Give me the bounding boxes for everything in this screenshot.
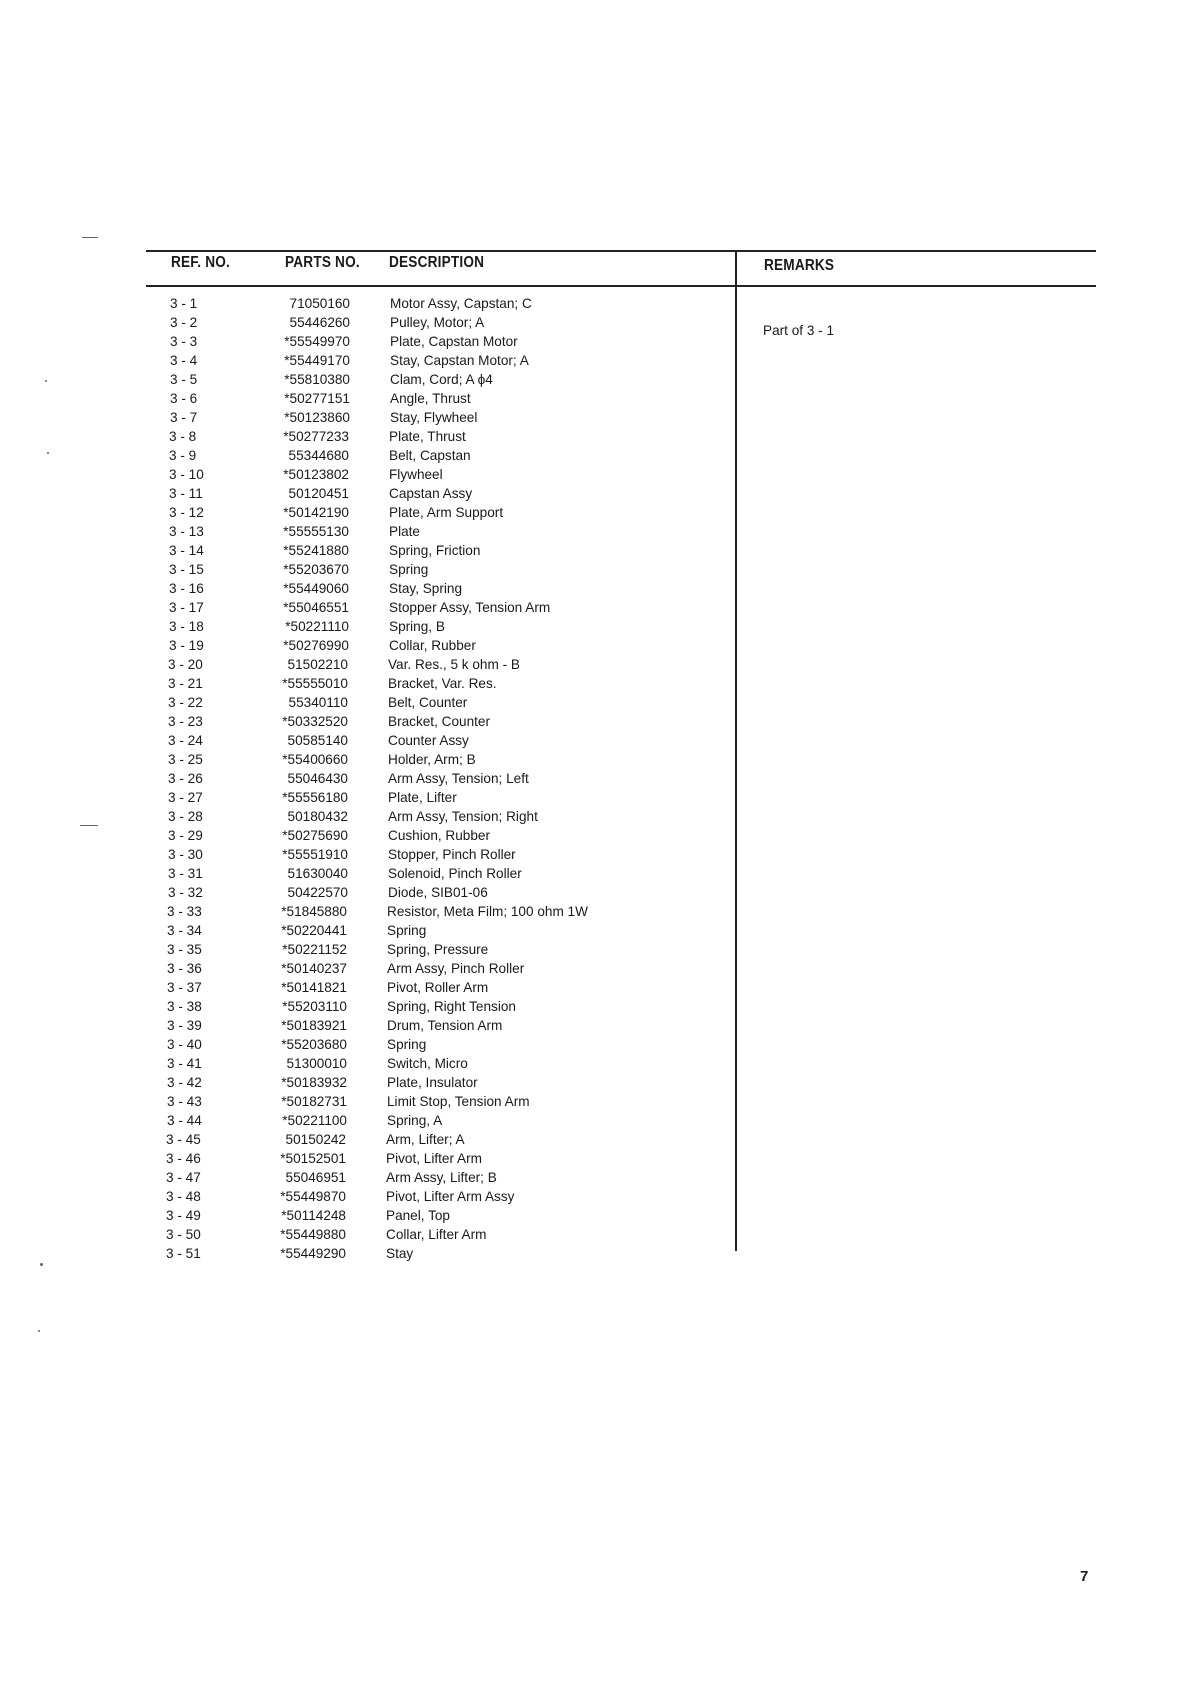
- description-cell: Plate, Insulator: [387, 1075, 478, 1090]
- ref-no-cell: 3 - 2: [170, 315, 198, 330]
- ref-no-cell: 3 - 34: [167, 923, 202, 938]
- table-row: [167, 1035, 687, 1054]
- page-number: 7: [1080, 1568, 1089, 1585]
- ref-no-cell: 3 - 24: [168, 733, 203, 748]
- scan-speck: [45, 380, 47, 382]
- description-cell: Var. Res., 5 k ohm - B: [388, 657, 520, 672]
- description-cell: Plate, Thrust: [389, 429, 466, 444]
- description-cell: Spring: [387, 923, 427, 938]
- parts-no-cell: *55400660: [282, 752, 348, 767]
- table-row: [168, 826, 688, 845]
- ref-no-cell: 3 - 12: [169, 505, 204, 520]
- table-row: [167, 1016, 687, 1035]
- parts-no-cell: *50123802: [283, 467, 349, 482]
- description-cell: Spring, Friction: [389, 543, 481, 558]
- parts-no-cell: *50220441: [281, 923, 347, 938]
- parts-no-cell: *55449290: [280, 1246, 346, 1261]
- ref-no-cell: 3 - 47: [166, 1170, 201, 1185]
- table-row: [167, 1073, 687, 1092]
- parts-no-cell: *55203670: [283, 562, 349, 577]
- description-cell: Solenoid, Pinch Roller: [388, 866, 522, 881]
- description-cell: Flywheel: [389, 467, 443, 482]
- description-cell: Plate, Capstan Motor: [390, 334, 518, 349]
- ref-no-cell: 3 - 51: [166, 1246, 201, 1261]
- parts-no-cell: *50152501: [280, 1151, 346, 1166]
- description-cell: Plate, Lifter: [388, 790, 457, 805]
- header-parts-no: PARTS NO.: [285, 254, 360, 271]
- parts-no-cell: *55449170: [284, 353, 350, 368]
- description-cell: Angle, Thrust: [390, 391, 471, 406]
- ref-no-cell: 3 - 45: [166, 1132, 201, 1147]
- ref-no-cell: 3 - 19: [169, 638, 204, 653]
- table-row: [166, 1130, 686, 1149]
- description-cell: Bracket, Counter: [388, 714, 490, 729]
- description-cell: Arm Assy, Tension; Left: [388, 771, 529, 786]
- description-cell: Pulley, Motor; A: [390, 315, 485, 330]
- description-cell: Pivot, Lifter Arm Assy: [386, 1189, 515, 1204]
- header-description: DESCRIPTION: [389, 254, 485, 271]
- table-row: [167, 1092, 687, 1111]
- parts-no-cell: *50275690: [282, 828, 348, 843]
- table-row: [169, 541, 689, 560]
- description-cell: Arm Assy, Lifter; B: [386, 1170, 497, 1185]
- ref-no-cell: 3 - 26: [168, 771, 203, 786]
- table-row: [169, 427, 689, 446]
- table-row: [170, 351, 690, 370]
- ref-no-cell: 3 - 6: [170, 391, 198, 406]
- table-row: [169, 503, 689, 522]
- table-row: [170, 408, 690, 427]
- description-cell: Spring: [389, 562, 429, 577]
- header-remarks: REMARKS: [764, 257, 835, 274]
- parts-no-cell: *50332520: [282, 714, 348, 729]
- parts-no-cell: *50221100: [282, 1113, 347, 1128]
- parts-no-cell: *55551910: [282, 847, 348, 862]
- parts-no-cell: *55549970: [284, 334, 350, 349]
- ref-no-cell: 3 - 13: [169, 524, 204, 539]
- table-row: [167, 997, 687, 1016]
- table-row: [168, 788, 688, 807]
- parts-no-cell: 50422570: [287, 885, 348, 900]
- table-row: [166, 1206, 686, 1225]
- parts-no-cell: 51300010: [286, 1056, 347, 1071]
- table-row: [170, 294, 690, 313]
- ref-no-cell: 3 - 44: [167, 1113, 202, 1128]
- description-cell: Arm, Lifter; A: [386, 1132, 465, 1147]
- ref-no-cell: 3 - 10: [169, 467, 204, 482]
- parts-no-cell: *50221152: [282, 942, 347, 957]
- table-row: [169, 446, 689, 465]
- ref-no-cell: 3 - 36: [167, 961, 202, 976]
- table-row: [166, 1187, 686, 1206]
- table-row: [169, 617, 689, 636]
- parts-no-cell: *51845880: [281, 904, 347, 919]
- ref-no-cell: 3 - 46: [166, 1151, 201, 1166]
- table-row: [169, 636, 689, 655]
- description-cell: Stopper, Pinch Roller: [388, 847, 516, 862]
- parts-no-cell: 51502210: [287, 657, 348, 672]
- description-cell: Arm Assy, Tension; Right: [388, 809, 538, 824]
- description-cell: Bracket, Var. Res.: [388, 676, 497, 691]
- parts-no-cell: *55555010: [282, 676, 348, 691]
- ref-no-cell: 3 - 32: [168, 885, 203, 900]
- description-cell: Spring: [387, 1037, 427, 1052]
- parts-no-cell: *50141821: [281, 980, 347, 995]
- description-cell: Plate, Arm Support: [389, 505, 504, 520]
- table-row: [168, 674, 688, 693]
- description-cell: Cushion, Rubber: [388, 828, 491, 843]
- scan-speck: [82, 237, 98, 238]
- ref-no-cell: 3 - 21: [168, 676, 203, 691]
- parts-no-cell: 50120451: [288, 486, 349, 501]
- table-row: [168, 845, 688, 864]
- table-row: [166, 1168, 686, 1187]
- table-row: [168, 864, 688, 883]
- ref-no-cell: 3 - 11: [169, 486, 203, 501]
- parts-no-cell: 55340110: [288, 695, 348, 710]
- parts-no-cell: 51630040: [287, 866, 348, 881]
- description-cell: Plate: [389, 524, 420, 539]
- table-row: [167, 921, 687, 940]
- table-row: [167, 1054, 687, 1073]
- table-row: [168, 731, 688, 750]
- ref-no-cell: 3 - 20: [168, 657, 203, 672]
- scan-speck: [47, 452, 49, 454]
- parts-no-cell: *55203110: [282, 999, 347, 1014]
- description-cell: Stay, Spring: [389, 581, 463, 596]
- ref-no-cell: 3 - 43: [167, 1094, 202, 1109]
- scan-speck: [80, 825, 98, 826]
- parts-no-cell: 55046430: [287, 771, 348, 786]
- description-cell: Spring, B: [389, 619, 445, 634]
- remark-text: Part of 3 - 1: [763, 323, 835, 338]
- parts-no-cell: 50150242: [285, 1132, 346, 1147]
- parts-no-cell: *55555130: [283, 524, 349, 539]
- parts-no-cell: *50277151: [284, 391, 350, 406]
- table-row: [167, 940, 687, 959]
- description-cell: Motor Assy, Capstan; C: [390, 296, 532, 311]
- ref-no-cell: 3 - 42: [167, 1075, 202, 1090]
- table-row: [169, 560, 689, 579]
- ref-no-cell: 3 - 23: [168, 714, 203, 729]
- description-cell: Switch, Micro: [387, 1056, 468, 1071]
- table-row: [168, 883, 688, 902]
- parts-no-cell: *50114248: [281, 1208, 346, 1223]
- description-cell: Spring, Pressure: [387, 942, 489, 957]
- table-row: [169, 484, 689, 503]
- ref-no-cell: 3 - 9: [169, 448, 197, 463]
- parts-no-cell: *50277233: [283, 429, 349, 444]
- parts-no-cell: *50276990: [283, 638, 349, 653]
- ref-no-cell: 3 - 48: [166, 1189, 201, 1204]
- description-cell: Panel, Top: [386, 1208, 450, 1223]
- description-cell: Holder, Arm; B: [388, 752, 476, 767]
- table-row: [169, 465, 689, 484]
- ref-no-cell: 3 - 15: [169, 562, 204, 577]
- table-row: [170, 370, 690, 389]
- table-row: [168, 655, 688, 674]
- ref-no-cell: 3 - 33: [167, 904, 202, 919]
- description-cell: Collar, Rubber: [389, 638, 476, 653]
- parts-no-cell: *50183932: [281, 1075, 347, 1090]
- table-row: [166, 1149, 686, 1168]
- table-row: [166, 1225, 686, 1244]
- description-cell: Spring, A: [387, 1113, 443, 1128]
- table-row: [168, 712, 688, 731]
- ref-no-cell: 3 - 17: [169, 600, 204, 615]
- ref-no-cell: 3 - 31: [168, 866, 203, 881]
- ref-no-cell: 3 - 27: [168, 790, 203, 805]
- description-cell: Collar, Lifter Arm: [386, 1227, 487, 1242]
- ref-no-cell: 3 - 7: [170, 410, 198, 425]
- parts-no-cell: *55556180: [282, 790, 348, 805]
- ref-no-cell: 3 - 38: [167, 999, 202, 1014]
- header-ref-no: REF. NO.: [171, 254, 231, 271]
- table-row: [168, 693, 688, 712]
- ref-no-cell: 3 - 49: [166, 1208, 201, 1223]
- parts-no-cell: *55203680: [281, 1037, 347, 1052]
- table-row: [168, 769, 688, 788]
- parts-no-cell: 50585140: [287, 733, 348, 748]
- description-cell: Belt, Counter: [388, 695, 468, 710]
- ref-no-cell: 3 - 5: [170, 372, 198, 387]
- ref-no-cell: 3 - 1: [170, 296, 198, 311]
- table-row: [167, 1111, 687, 1130]
- description-cell: Belt, Capstan: [389, 448, 471, 463]
- description-cell: Capstan Assy: [389, 486, 473, 501]
- description-cell: Pivot, Lifter Arm: [386, 1151, 482, 1166]
- description-cell: Limit Stop, Tension Arm: [387, 1094, 530, 1109]
- table-row: [170, 389, 690, 408]
- description-cell: Stay: [386, 1246, 414, 1261]
- parts-no-cell: 50180432: [287, 809, 348, 824]
- ref-no-cell: 3 - 37: [167, 980, 202, 995]
- description-cell: Diode, SIB01-06: [388, 885, 488, 900]
- ref-no-cell: 3 - 28: [168, 809, 203, 824]
- scan-speck: [40, 1263, 43, 1266]
- ref-no-cell: 3 - 16: [169, 581, 204, 596]
- parts-no-cell: 71050160: [289, 296, 350, 311]
- scan-speck: [38, 1330, 40, 1332]
- table-row: [168, 807, 688, 826]
- description-cell: Counter Assy: [388, 733, 469, 748]
- description-cell: Clam, Cord; A ϕ4: [390, 372, 493, 387]
- parts-no-cell: 55046951: [285, 1170, 346, 1185]
- description-cell: Resistor, Meta Film; 100 ohm 1W: [387, 904, 588, 919]
- parts-no-cell: *55810380: [284, 372, 350, 387]
- parts-no-cell: *50182731: [281, 1094, 347, 1109]
- description-cell: Stay, Capstan Motor; A: [390, 353, 529, 368]
- table-row: [169, 522, 689, 541]
- parts-no-cell: *55046551: [283, 600, 349, 615]
- ref-no-cell: 3 - 22: [168, 695, 203, 710]
- parts-no-cell: *55449880: [280, 1227, 346, 1242]
- ref-no-cell: 3 - 40: [167, 1037, 202, 1052]
- ref-no-cell: 3 - 50: [166, 1227, 201, 1242]
- parts-no-cell: 55446260: [289, 315, 350, 330]
- parts-no-cell: *50123860: [284, 410, 350, 425]
- parts-no-cell: *50221110: [285, 619, 349, 634]
- parts-no-cell: *50142190: [283, 505, 349, 520]
- parts-no-cell: 55344680: [288, 448, 349, 463]
- table-row: [166, 1244, 686, 1263]
- ref-no-cell: 3 - 25: [168, 752, 203, 767]
- description-cell: Stay, Flywheel: [390, 410, 478, 425]
- description-cell: Drum, Tension Arm: [387, 1018, 503, 1033]
- ref-no-cell: 3 - 8: [169, 429, 197, 444]
- description-cell: Spring, Right Tension: [387, 999, 516, 1014]
- parts-no-cell: *55241880: [283, 543, 349, 558]
- ref-no-cell: 3 - 14: [169, 543, 204, 558]
- table-row: [169, 579, 689, 598]
- description-cell: Arm Assy, Pinch Roller: [387, 961, 525, 976]
- description-cell: Stopper Assy, Tension Arm: [389, 600, 551, 615]
- parts-no-cell: *55449060: [283, 581, 349, 596]
- ref-no-cell: 3 - 3: [170, 334, 198, 349]
- ref-no-cell: 3 - 30: [168, 847, 203, 862]
- ref-no-cell: 3 - 41: [167, 1056, 202, 1071]
- table-row: [170, 332, 690, 351]
- parts-no-cell: *50183921: [281, 1018, 347, 1033]
- table-row: [170, 313, 690, 332]
- ref-no-cell: 3 - 39: [167, 1018, 202, 1033]
- table-row: [167, 959, 687, 978]
- table-row: [167, 902, 687, 921]
- ref-no-cell: 3 - 18: [169, 619, 204, 634]
- table-row: [168, 750, 688, 769]
- ref-no-cell: 3 - 29: [168, 828, 203, 843]
- parts-no-cell: *55449870: [280, 1189, 346, 1204]
- ref-no-cell: 3 - 4: [170, 353, 198, 368]
- parts-no-cell: *50140237: [281, 961, 347, 976]
- table-row: [167, 978, 687, 997]
- ref-no-cell: 3 - 35: [167, 942, 202, 957]
- table-row: [169, 598, 689, 617]
- description-cell: Pivot, Roller Arm: [387, 980, 489, 995]
